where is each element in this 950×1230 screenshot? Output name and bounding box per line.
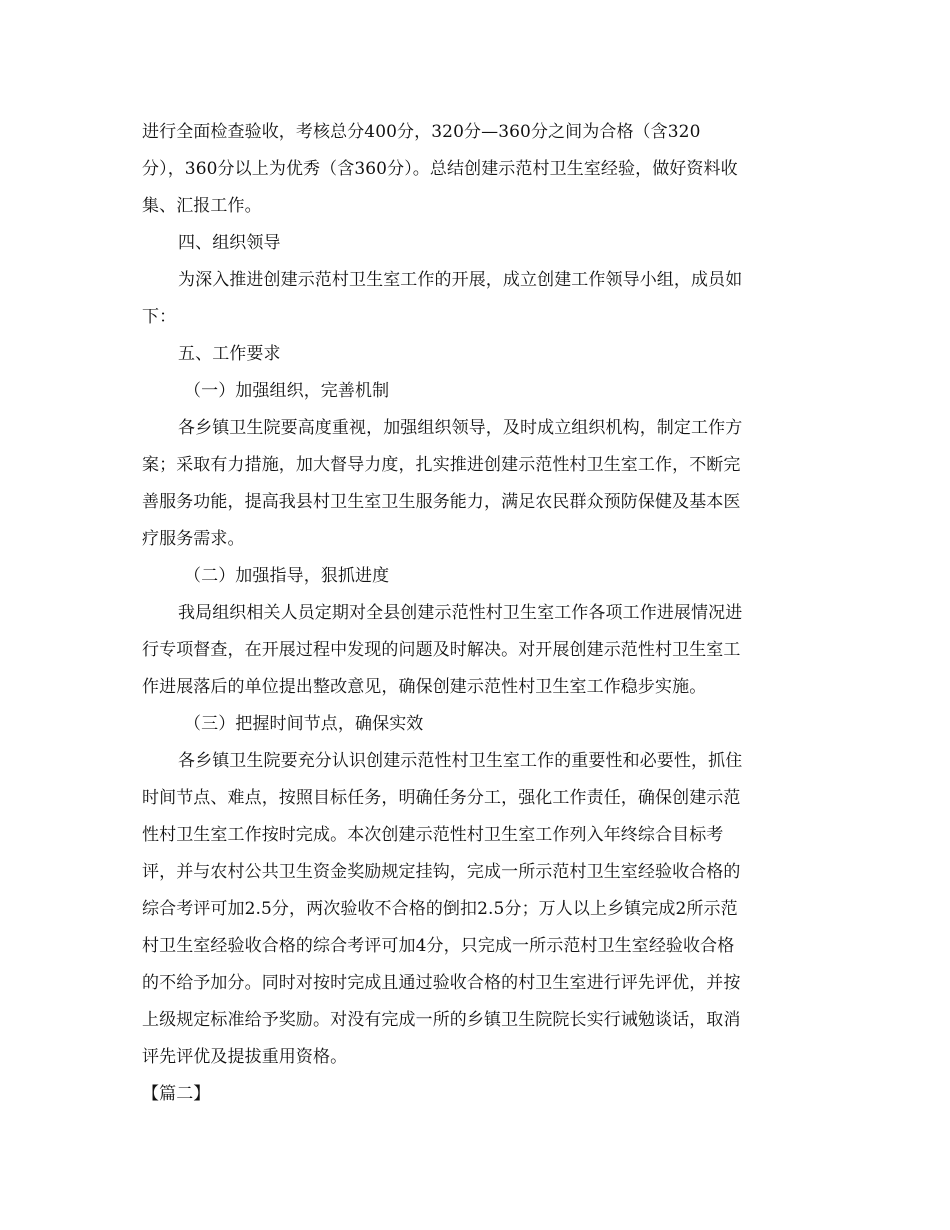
paragraph-line: 各乡镇卫生院要充分认识创建示范性村卫生室工作的重要性和必要性，抓住 <box>178 751 743 771</box>
paragraph-line: 作进展落后的单位提出整改意见，确保创建示范性村卫生室工作稳步实施。 <box>142 677 707 697</box>
paragraph-line: 为深入推进创建示范村卫生室工作的开展，成立创建工作领导小组，成员如 <box>178 270 743 290</box>
paragraph-line: 疗服务需求。 <box>142 529 245 549</box>
paragraph-line: 时间节点、难点，按照目标任务，明确任务分工，强化工作责任，确保创建示范 <box>142 788 741 808</box>
paragraph-line: 集、汇报工作。 <box>142 196 262 216</box>
paragraph-line: 【篇二】 <box>142 1084 211 1104</box>
paragraph-line: 进行全面检查验收，考核总分400分，320分—360分之间为合格（含320 <box>142 122 701 142</box>
subsection-heading-3: （三）把握时间节点，确保实效 <box>184 714 424 734</box>
paragraph-line: 的不给予加分。同时对按时完成且通过验收合格的村卫生室进行评先评优，并按 <box>142 973 741 993</box>
paragraph-line: 善服务功能，提高我县村卫生室卫生服务能力，满足农民群众预防保健及基本医 <box>142 492 741 512</box>
paragraph-line: 各乡镇卫生院要高度重视，加强组织领导，及时成立组织机构，制定工作方 <box>178 418 743 438</box>
paragraph-line: 性村卫生室工作按时完成。本次创建示范性村卫生室工作列入年终综合目标考 <box>142 825 724 845</box>
paragraph-line: 案；采取有力措施，加大督导力度，扎实推进创建示范性村卫生室工作，不断完 <box>142 455 741 475</box>
paragraph-line: 下： <box>142 307 177 327</box>
paragraph-line: 上级规定标准给予奖励。对没有完成一所的乡镇卫生院院长实行诫勉谈话，取消 <box>142 1010 741 1030</box>
part-two-heading <box>142 1123 810 1160</box>
paragraph-line: 分），360分以上为优秀（含360分）。总结创建示范村卫生室经验，做好资料收 <box>142 159 738 179</box>
paragraph-line: 评先评优及提拔重用资格。 <box>142 1047 348 1067</box>
paragraph-line: 行专项督查，在开展过程中发现的问题及时解决。对开展创建示范性村卫生室工 <box>142 640 741 660</box>
paragraph-line: 评，并与农村公共卫生资金奖励规定挂钩，完成一所示范村卫生室经验收合格的 <box>142 862 741 882</box>
paragraph-line: 综合考评可加2.5分，两次验收不合格的倒扣2.5分；万人以上乡镇完成2所示范 <box>142 899 738 919</box>
subsection-heading-2: （二）加强指导，狠抓进度 <box>184 566 390 586</box>
paragraph-line: 我局组织相关人员定期对全县创建示范性村卫生室工作各项工作进展情况进 <box>178 603 743 623</box>
section-heading-requirements: 五、工作要求 <box>178 344 281 364</box>
paragraph-line: 村卫生室经验收合格的综合考评可加4分，只完成一所示范村卫生室经验收合格 <box>142 936 735 956</box>
subsection-heading-1: （一）加强组织，完善机制 <box>184 381 390 401</box>
document-body <box>142 114 810 1160</box>
section-heading-organization: 四、组织领导 <box>178 233 281 253</box>
